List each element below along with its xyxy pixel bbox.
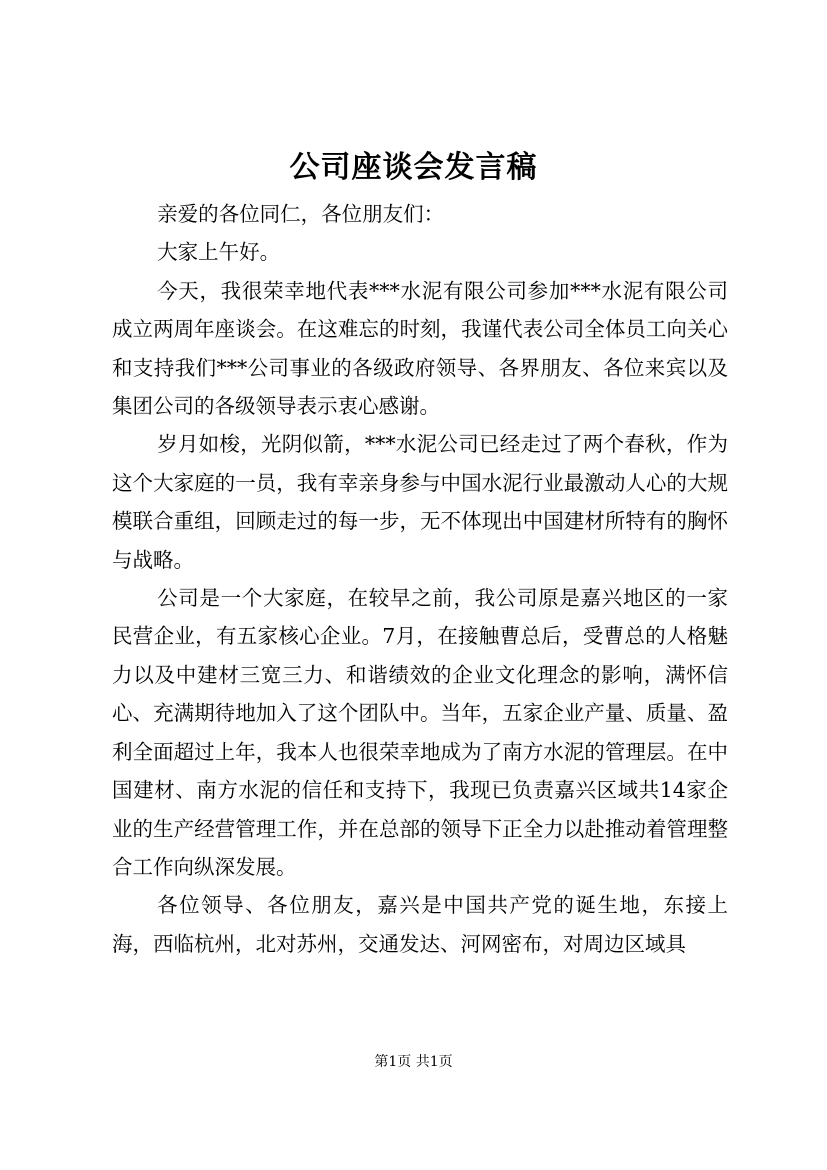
paragraph-history: 岁月如梭，光阴似箭，***水泥公司已经走过了两个春秋，作为这个大家庭的一员，我有幸亲身参与中国水泥行业最激动人心的大规模联合重组，回顾走过的每一步，无不体现出中国建材所特有的胸怀与战略。: [112, 432, 728, 572]
page-number-footer: 第1页 共1页: [374, 1054, 453, 1070]
paragraph-jiaxing: 各位领导、各位朋友，嘉兴是中国共产党的诞生地，东接上海，西临杭州，北对苏州，交通发达、河网密布，对周边区域具: [112, 893, 728, 956]
paragraph-company: 公司是一个大家庭，在较早之前，我公司原是嘉兴地区的一家民营企业，有五家核心企业。7月，在接触曹总后，受曹总的人格魅力以及中建材三宽三力、和谐绩效的企业文化理念的影响，满怀信心、充满期待地加入了这个团队中。当年，五家企业产量、质量、盈利全面超过上年，我本人也很荣幸地成为了南方水泥的管理层。在中国建材、南方水泥的信任和支持下，我现已负责嘉兴区域共14家企业的生产经营管理工作，并在总部的领导下正全力以赴推动着管理整合工作向纵深发展。: [112, 586, 728, 879]
paragraph-thanks: 今天，我很荣幸地代表***水泥有限公司参加***水泥有限公司成立两周年座谈会。在这难忘的时刻，我谨代表公司全体员工向关心和支持我们***公司事业的各级政府领导、各界朋友、各位来宾以及集团公司的各级领导表示衷心感谢。: [112, 278, 728, 419]
paragraph-salutation: 亲爱的各位同仁，各位朋友们：: [157, 202, 445, 226]
document-title: 公司座谈会发言稿: [289, 150, 538, 185]
document-body: [112, 195, 728, 963]
paragraph-greeting: 大家上午好。: [157, 240, 281, 265]
